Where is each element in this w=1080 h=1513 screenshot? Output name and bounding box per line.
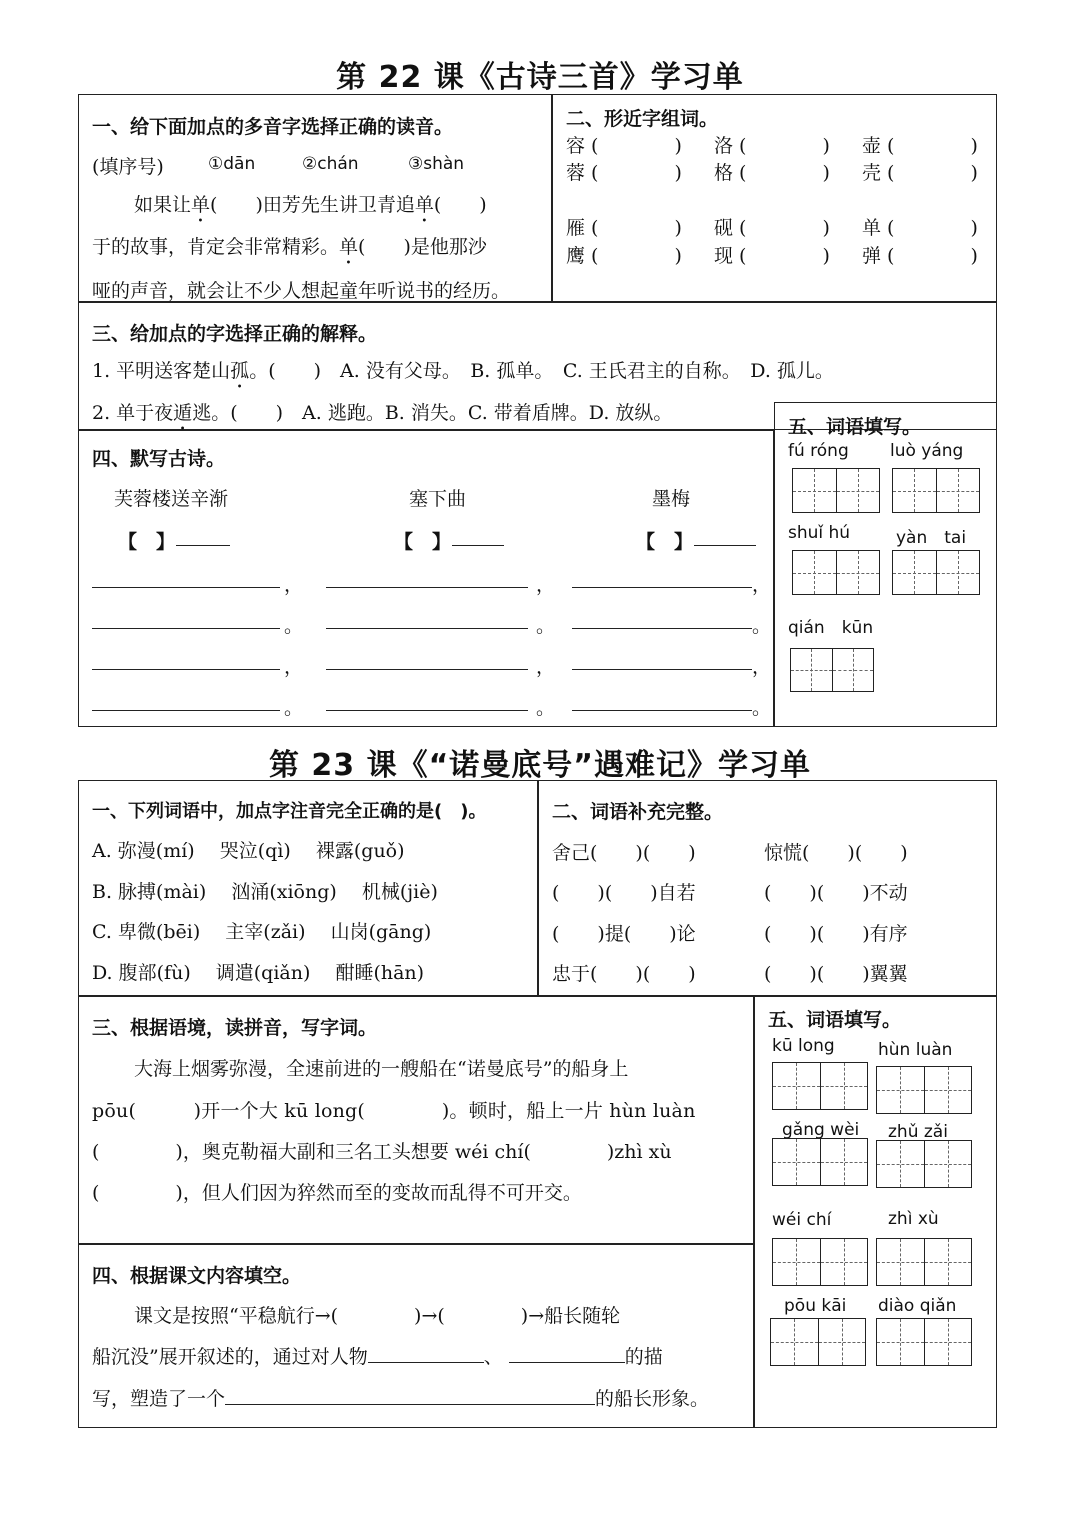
l22-s3-heading: 三、给加点的字选择正确的解释。 xyxy=(92,323,378,345)
l22-s1-line1: 如果让单( )田芳先生讲卫青追单( ) xyxy=(134,194,487,216)
l22-s1-option3: ③shàn xyxy=(408,154,465,174)
punct: 。 xyxy=(284,697,304,719)
poem-title: 芙蓉楼送辛渐 xyxy=(114,488,229,510)
l22-s2-item: 蓉 ( ) xyxy=(566,162,682,184)
l23-s5-heading: 五、词语填写。 xyxy=(768,1009,902,1031)
punct: ， xyxy=(284,574,304,596)
l23-s1-heading: 一、下列词语中，加点字注音完全正确的是( )。 xyxy=(92,801,487,822)
pinyin-label: qián kūn xyxy=(788,618,874,638)
punct: ， xyxy=(752,656,772,678)
pinyin-label: kū long xyxy=(772,1036,835,1056)
punct: 。 xyxy=(752,697,772,719)
dynasty-bracket: 【 】 xyxy=(636,531,694,553)
context-line: ( )，但人们因为猝然而至的变故而乱得不可开交。 xyxy=(92,1182,582,1204)
l22-s2-item: 鹰 ( ) xyxy=(566,245,682,267)
pinyin-label: hùn luàn xyxy=(878,1040,953,1060)
idiom-item: ( )提( )论 xyxy=(552,923,696,945)
l22-s1-tip: (填序号) xyxy=(92,156,164,178)
fill-line: 课文是按照“平稳航行→( )→( )→船长随轮 xyxy=(134,1305,621,1327)
l22-s2-item: 单 ( ) xyxy=(862,217,978,239)
dynasty-bracket: 【 】 xyxy=(118,531,176,553)
pinyin-label: luò yáng xyxy=(890,441,964,461)
poem-title: 塞下曲 xyxy=(409,488,467,510)
tianzi-grid[interactable] xyxy=(876,1318,972,1366)
l23-s4-heading: 四、根据课文内容填空。 xyxy=(92,1265,302,1287)
pinyin-label: pōu kāi xyxy=(784,1296,847,1316)
tianzi-grid[interactable] xyxy=(772,1062,868,1110)
idiom-item: ( )( )翼翼 xyxy=(764,963,908,985)
l22-s2-item: 雁 ( ) xyxy=(566,217,682,239)
l22-s2-item: 壳 ( ) xyxy=(862,162,978,184)
tianzi-grid[interactable] xyxy=(876,1238,972,1286)
idiom-item: 舍己( )( ) xyxy=(552,842,696,864)
fill-line: 写，塑造了一个 的船长形象。 xyxy=(92,1384,709,1411)
lesson22-title: 第 22 课《古诗三首》学习单 xyxy=(336,60,744,95)
l22-s2-item: 格 ( ) xyxy=(714,162,830,184)
punct: 。 xyxy=(752,615,772,637)
l22-s1-line2: 于的故事，肯定会非常精彩。单( )是他那沙 xyxy=(92,236,487,258)
choice-item: B. 脉搏(mài) 汹涌(xiōng) 机械(jiè) xyxy=(92,881,438,903)
l22-s1-heading: 一、给下面加点的多音字选择正确的读音。 xyxy=(92,116,454,138)
idiom-item: ( )( )不动 xyxy=(764,882,908,904)
context-line: pōu( )开一个大 kū long( )。顿时，船上一片 hùn luàn xyxy=(92,1100,696,1122)
l22-s2-item: 壶 ( ) xyxy=(862,135,978,157)
pinyin-label: zhǔ zǎi xyxy=(888,1122,948,1142)
choice-item: D. 腹部(fù) 调遣(qiǎn) 酣睡(hān) xyxy=(92,962,425,984)
l22-s4-heading: 四、默写古诗。 xyxy=(92,448,226,470)
dynasty-bracket: 【 】 xyxy=(394,531,452,553)
pinyin-label: zhì xù xyxy=(888,1209,939,1229)
pinyin-label: fú róng xyxy=(788,441,849,461)
idiom-item: ( )( )有序 xyxy=(764,923,908,945)
pinyin-label: diào qiǎn xyxy=(878,1296,957,1316)
context-line: 大海上烟雾弥漫，全速前进的一艘船在“诺曼底号”的船身上 xyxy=(134,1058,629,1080)
choice-item: A. 弥漫(mí) 哭泣(qì) 裸露(guǒ) xyxy=(92,840,405,862)
l23-s3-heading: 三、根据语境，读拼音，写字词。 xyxy=(92,1017,378,1039)
pinyin-label: gǎng wèi xyxy=(782,1120,860,1140)
tianzi-grid[interactable] xyxy=(876,1140,972,1188)
context-line: ( )，奥克勒福大副和三名工头想要 wéi chí( )zhì xù xyxy=(92,1141,672,1163)
tianzi-grid[interactable] xyxy=(892,550,980,595)
lesson23-title: 第 23 课《“诺曼底号”遇难记》学习单 xyxy=(268,748,812,783)
fill-line: 船沉没”展开叙述的，通过对人物 、 的描 xyxy=(92,1342,663,1369)
poem-title: 墨梅 xyxy=(652,488,691,510)
punct: 。 xyxy=(536,697,556,719)
punct: ， xyxy=(284,656,304,678)
l22-s3-q1: 1. 平明送客楚山孤。( ) A. 没有父母。 B. 孤单。 C. 王氏君主的自称。 D. 孤儿。 xyxy=(92,360,834,382)
l22-s2-item: 洛 ( ) xyxy=(714,135,830,157)
l22-s2-item: 砚 ( ) xyxy=(714,217,830,239)
tianzi-grid[interactable] xyxy=(892,468,980,513)
tianzi-grid[interactable] xyxy=(770,1318,866,1366)
l22-s2-item: 容 ( ) xyxy=(566,135,682,157)
pinyin-label: shuǐ hú xyxy=(788,523,851,543)
punct: 。 xyxy=(536,615,556,637)
l22-s1-line3: 哑的声音，就会让不少人想起童年听说书的经历。 xyxy=(92,280,511,302)
punct: ， xyxy=(536,656,556,678)
l22-section4 xyxy=(78,430,774,727)
l22-s1-option2: ②chán xyxy=(302,154,359,174)
tianzi-grid[interactable] xyxy=(876,1066,972,1114)
l22-s2-item: 现 ( ) xyxy=(714,245,830,267)
l22-s2-item: 弹 ( ) xyxy=(862,245,978,267)
l22-s2-heading: 二、形近字组词。 xyxy=(566,108,719,130)
choice-item: C. 卑微(bēi) 主宰(zǎi) 山岗(gāng) xyxy=(92,921,432,943)
l22-s3-q2: 2. 单于夜遁逃。( ) A. 逃跑。B. 消失。C. 带着盾牌。D. 放纵。 xyxy=(92,402,673,424)
tianzi-grid[interactable] xyxy=(790,648,874,692)
punct: ， xyxy=(752,574,772,596)
l22-s5-heading: 五、词语填写。 xyxy=(788,416,922,438)
tianzi-grid[interactable] xyxy=(772,1238,868,1286)
punct: 。 xyxy=(284,615,304,637)
idiom-item: 忠于( )( ) xyxy=(552,963,696,985)
l22-s1-option1: ①dān xyxy=(208,154,256,174)
pinyin-label: wéi chí xyxy=(772,1210,832,1230)
l23-s2-heading: 二、词语补充完整。 xyxy=(552,801,724,823)
tianzi-grid[interactable] xyxy=(772,1138,868,1186)
punct: ， xyxy=(536,574,556,596)
tianzi-grid[interactable] xyxy=(792,550,880,595)
tianzi-grid[interactable] xyxy=(792,468,880,513)
idiom-item: 惊慌( )( ) xyxy=(764,842,908,864)
idiom-item: ( )( )自若 xyxy=(552,882,696,904)
pinyin-label: yàn tai xyxy=(896,528,967,548)
